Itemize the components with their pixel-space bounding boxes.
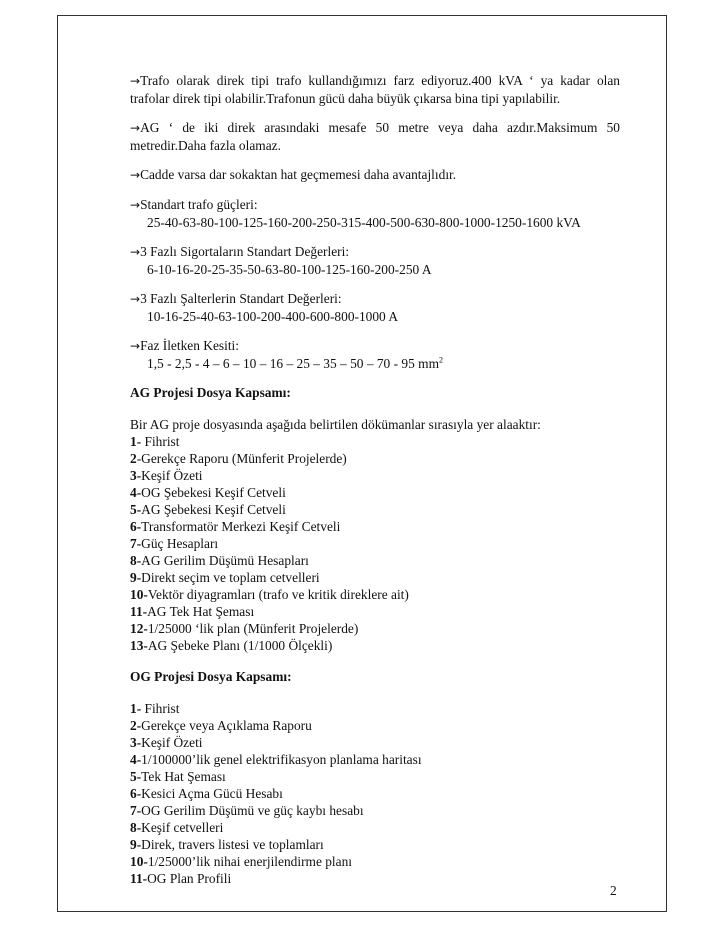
ag-intro: Bir AG proje dosyasında aşağıda belirtilen dökümanlar sırasıyla yer alaaktır:	[130, 417, 541, 432]
bullet-conductor: →Faz İletken Kesiti: 1,5 - 2,5 - 4 – 6 – 10 – 16 – 25 – 35 – 50 – 70 - 95 $mm^2$	[130, 338, 443, 371]
list-item-number: 5-	[130, 769, 142, 784]
ag-heading: AG Projesi Dosya Kapsamı:	[130, 385, 291, 400]
list-item-number: 11-	[130, 604, 148, 619]
list-item	[130, 569, 620, 586]
list-item-text: AG Tek Hat Şeması	[147, 604, 255, 619]
bullet-fuses: →3 Fazlı Sigortaların Standart Değerleri: 6-10-16-20-25-35-50-63-80-100-125-160-200-250 A	[130, 244, 432, 277]
bullet-trafo-powers: →Standart trafo güçleri: 25-40-63-80-100-125-160-200-250-315-400-500-630-800-1000-1250-1600 kVA	[130, 197, 581, 230]
arrow-icon: →	[130, 339, 141, 353]
list-item	[130, 870, 620, 887]
list-item	[130, 586, 620, 603]
list-item	[130, 802, 620, 819]
bullet-trafo: →Trafo olarak direk tipi trafo kullandığımızı farz ediyoruz.400 kVA ‘ ya kadar olan trafolar direk tipi olabilir.Trafonun gücü daha büyük çıkarsa bina tipi yapılabilir.	[130, 73, 620, 106]
list-item-text: AG Şebeke Planı (1/1000 Ölçekli)	[147, 638, 333, 653]
list-item	[130, 484, 620, 501]
arrow-icon: →	[130, 245, 141, 259]
list-item	[130, 552, 620, 569]
og-heading: OG Projesi Dosya Kapsamı:	[130, 669, 292, 684]
list-item-text: OG Plan Profili	[147, 871, 232, 886]
list-item-number: 10-	[130, 587, 148, 602]
arrow-icon: →	[130, 168, 141, 182]
list-item	[130, 603, 620, 620]
arrow-icon: →	[130, 292, 141, 306]
og-list	[130, 700, 620, 887]
list-item	[130, 853, 620, 870]
list-item-number: 9-	[130, 570, 142, 585]
list-item	[130, 518, 620, 535]
list-item-text: AG Gerilim Düşümü Hesapları	[141, 553, 309, 568]
list-item	[130, 785, 620, 802]
list-item-text: OG Gerilim Düşümü ve güç kaybı hesabı	[141, 803, 364, 818]
list-item-number: 12-	[130, 621, 148, 636]
list-item	[130, 819, 620, 836]
list-item-number: 7-	[130, 803, 142, 818]
list-item-number: 2	[130, 451, 137, 466]
list-item	[130, 433, 620, 450]
list-item-text: 1/25000’lik nihai enerjilendirme planı	[147, 854, 353, 869]
arrow-icon: →	[130, 121, 141, 135]
list-item-number: 10-	[130, 854, 148, 869]
list-item	[130, 700, 620, 717]
list-item-number: 6-	[130, 519, 142, 534]
list-item-text: Keşif Özeti	[141, 468, 203, 483]
list-item-text: Keşif Özeti	[141, 735, 203, 750]
list-item-number: 13-	[130, 638, 148, 653]
list-item	[130, 734, 620, 751]
list-item-text: Direkt seçim ve toplam cetvelleri	[141, 570, 320, 585]
list-item-number: 1-	[130, 434, 142, 449]
list-item-number: 3-	[130, 735, 142, 750]
list-item-number: 1-	[130, 701, 142, 716]
list-item	[130, 836, 620, 853]
document-body	[130, 72, 620, 901]
list-item-text: Güç Hesapları	[141, 536, 219, 551]
list-item-text: Tek Hat Şeması	[141, 769, 226, 784]
list-item-text: Kesici Açma Gücü Hesabı	[141, 786, 283, 801]
page-number: 2	[610, 883, 617, 898]
list-item	[130, 501, 620, 518]
list-item	[130, 535, 620, 552]
list-item-text: 1/100000’lik genel elektrifikasyon planlama haritası	[141, 752, 422, 767]
bullet-switches: →3 Fazlı Şalterlerin Standart Değerleri: 10-16-25-40-63-100-200-400-600-800-1000 A	[130, 291, 399, 324]
list-item-text: Keşif cetvelleri	[141, 820, 224, 835]
list-item-text: Vektör diyagramları (trafo ve kritik direklere ait)	[147, 587, 409, 602]
list-item-text: -Gerekçe Raporu (Münferit Projelerde)	[136, 451, 347, 466]
list-item-number: 4-	[130, 485, 142, 500]
bullet-ag-distance: →AG ‘ de iki direk arasındaki mesafe 50 metre veya daha azdır.Maksimum 50 metredir.Daha fazla olamaz.	[130, 120, 620, 153]
list-item	[130, 637, 620, 654]
list-item-text: Fihrist	[141, 701, 180, 716]
list-item-number: 11-	[130, 871, 148, 886]
list-item-text: 1/25000 ‘lik plan (Münferit Projelerde)	[147, 621, 359, 636]
list-item-number: 2-	[130, 718, 142, 733]
list-item-number: 6-	[130, 786, 142, 801]
list-item-number: 3-	[130, 468, 142, 483]
list-item-text: AG Şebekesi Keşif Cetveli	[141, 502, 286, 517]
list-item	[130, 751, 620, 768]
list-item-text: Direk, travers listesi ve toplamları	[141, 837, 324, 852]
list-item-text: Transformatör Merkezi Keşif Cetveli	[141, 519, 341, 534]
list-item-number: 7-	[130, 536, 142, 551]
list-item-number: 5-	[130, 502, 142, 517]
list-item	[130, 467, 620, 484]
bullet-cadde: →Cadde varsa dar sokaktan hat geçmemesi daha avantajlıdır.	[130, 167, 457, 182]
list-item-text: Fihrist	[141, 434, 180, 449]
list-item-number: 8-	[130, 553, 142, 568]
list-item	[130, 450, 620, 467]
list-item-text: Gerekçe veya Açıklama Raporu	[141, 718, 312, 733]
list-item	[130, 768, 620, 785]
arrow-icon: →	[130, 74, 141, 88]
list-item-text: OG Şebekesi Keşif Cetveli	[141, 485, 286, 500]
ag-list	[130, 433, 620, 654]
list-item-number: 8-	[130, 820, 142, 835]
list-item	[130, 620, 620, 637]
list-item-number: 9-	[130, 837, 142, 852]
list-item-number: 4-	[130, 752, 142, 767]
arrow-icon: →	[130, 198, 141, 212]
list-item	[130, 717, 620, 734]
